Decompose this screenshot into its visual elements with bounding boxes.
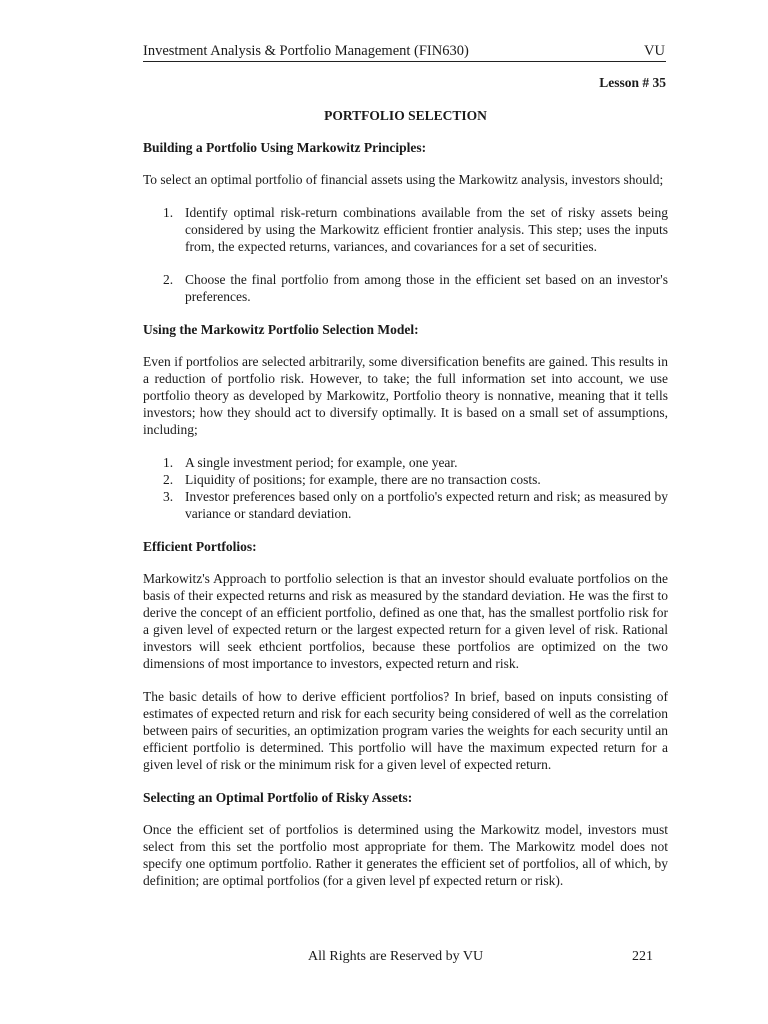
section-heading: Building a Portfolio Using Markowitz Principles: xyxy=(143,140,427,155)
list-item-text: A single investment period; for example, one year. xyxy=(185,455,458,470)
list-item xyxy=(143,204,668,255)
numbered-list xyxy=(143,454,668,522)
copyright-notice: All Rights are Reserved by VU xyxy=(308,949,484,964)
institution-label: VU xyxy=(644,43,665,59)
list-item xyxy=(143,271,668,305)
list-item xyxy=(143,454,668,471)
section-heading: Selecting an Optimal Portfolio of Risky Assets: xyxy=(143,790,413,805)
page-title: PORTFOLIO SELECTION xyxy=(324,108,487,123)
section-heading: Using the Markowitz Portfolio Selection Model: xyxy=(143,322,419,337)
section-heading: Efficient Portfolios: xyxy=(143,539,257,554)
paragraph: The basic details of how to derive efficient portfolios? In brief, based on inputs consisting of estimates of expected return and risk for each security being considered of well as the correlation between pairs of securities, an optimization program varies the weights for each security until an efficient portfolio is determined. This portfolio will have the maximum expected return for a given level of risk or the minimum risk for a given level of expected return. xyxy=(143,689,668,772)
course-title: Investment Analysis & Portfolio Management (FIN630) xyxy=(143,43,469,59)
list-item-text: Choose the final portfolio from among those in the efficient set based on an investor's preferences. xyxy=(185,272,668,304)
lesson-number: Lesson # 35 xyxy=(599,75,666,90)
page-number: 221 xyxy=(632,949,653,964)
list-number: 1. xyxy=(163,455,174,470)
page-header xyxy=(143,42,665,60)
numbered-list xyxy=(143,204,668,305)
paragraph: Even if portfolios are selected arbitrarily, some diversification benefits are gained. This results in a reduction of portfolio risk. However, to take; the full information set into account, we use portfolio theory as developed by Markowitz, Portfolio theory is nonnative, meaning that it tells investors; how they should act to diversify optimally. It is based on a small set of assumptions, including; xyxy=(143,354,668,437)
list-number: 1. xyxy=(163,205,174,220)
list-number: 2. xyxy=(163,272,174,287)
list-item-text: Identify optimal risk-return combinations available from the set of risky assets being considered by using the Markowitz efficient frontier analysis. This step; uses the inputs from, the expected returns, variances, and covariances for a set of securities. xyxy=(185,205,668,254)
list-item xyxy=(143,488,668,522)
paragraph: To select an optimal portfolio of financial assets using the Markowitz analysis, investors should; xyxy=(143,172,664,187)
list-item-text: Investor preferences based only on a portfolio's expected return and risk; as measured by variance or standard deviation. xyxy=(185,489,668,521)
header-divider xyxy=(143,61,666,62)
list-item xyxy=(143,471,668,488)
page-body xyxy=(143,74,668,905)
list-item-text: Liquidity of positions; for example, there are no transaction costs. xyxy=(185,472,541,487)
paragraph: Once the efficient set of portfolios is determined using the Markowitz model, investors must select from this set the portfolio most appropriate for them. The Markowitz model does not specify one optimum portfolio. Rather it generates the efficient set of portfolios, all of which, by definition; are optimal portfolios (for a given level pf expected return or risk). xyxy=(143,822,668,888)
paragraph: Markowitz's Approach to portfolio selection is that an investor should evaluate portfolios on the basis of their expected returns and risk as measured by the standard deviation. He was the first to derive the concept of an efficient portfolio, defined as one that, has the smallest portfolio risk for a given level of expected return or the largest expected return for a given level of risk. Rational investors will seek ethcient portfolios, because these portfolios are optimized on the two dimensions of most importance to investors, expected return and risk. xyxy=(143,571,668,671)
list-number: 2. xyxy=(163,472,174,487)
list-number: 3. xyxy=(163,489,174,504)
